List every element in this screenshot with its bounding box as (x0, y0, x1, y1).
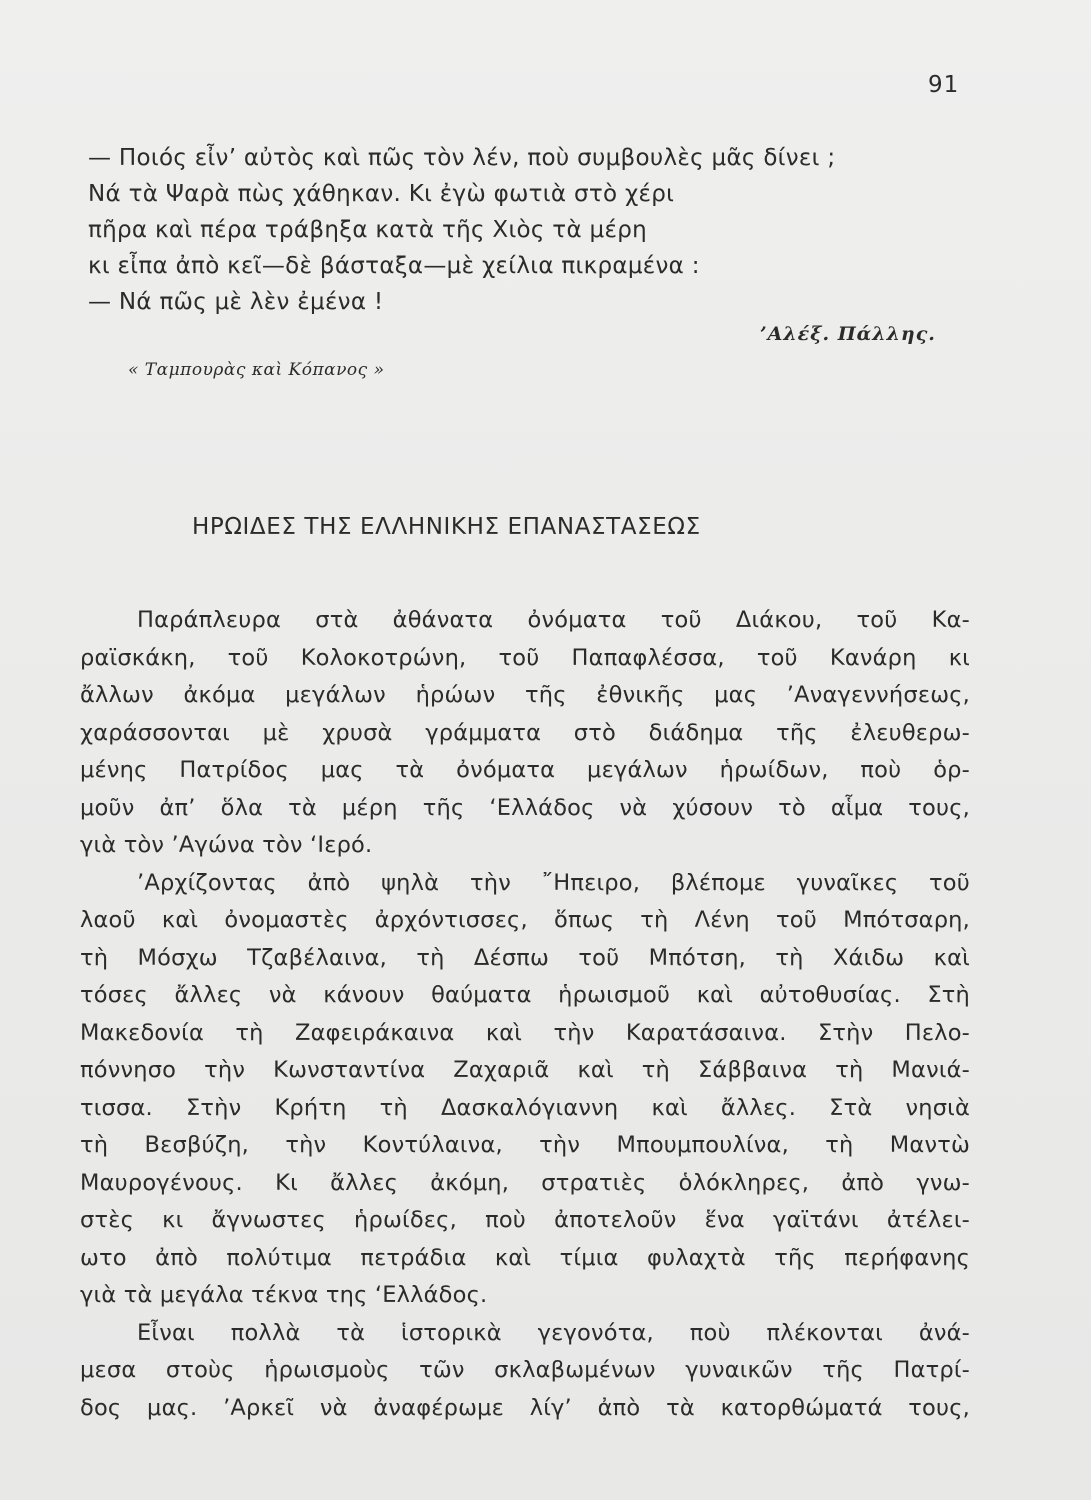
poem-source-title: « Ταμπουρὰς καὶ Κόπανος » (128, 360, 385, 380)
paragraph-line: λαοῦ καὶ ὀνομαστὲς ἀρχόντισσες, ὅπως τὴ Λένη τοῦ Μπότσαρη, (80, 907, 970, 933)
poem-author-signature: ’Αλέξ. Πάλλης. (760, 323, 936, 345)
poem-line: — Ποιός εἶν’ αὐτὸς καὶ πῶς τὸν λέν, ποὺ συμβουλὲς μᾶς δίνει ; (88, 145, 836, 171)
paragraph-line: τὴ Βεσβύζη, τὴν Κοντύλαινα, τὴν Μπουμπουλίνα, τὴ Μαντὼ (80, 1132, 970, 1158)
paragraph-line: μένης Πατρίδος μας τὰ ὀνόματα μεγάλων ἡρωίδων, ποὺ ὁρ- (80, 757, 970, 783)
poem-line: κι εἶπα ἀπὸ κεῖ—δὲ βάσταξα—μὲ χείλια πικραμένα : (88, 253, 700, 279)
paragraph-line: τὴ Μόσχω Τζαβέλαινα, τὴ Δέσπω τοῦ Μπότση, τὴ Χάιδω καὶ (80, 944, 970, 971)
paragraph-line: ωτο ἀπὸ πολύτιμα πετράδια καὶ τίμια φυλαχτὰ τῆς περήφανης (80, 1244, 970, 1271)
section-heading: ΗΡΩΙΔΕΣ ΤΗΣ ΕΛΛΗΝΙΚΗΣ ΕΠΑΝΑΣΤΑΣΕΩΣ (192, 514, 701, 540)
paragraph-line: χαράσσονται μὲ χρυσὰ γράμματα στὸ διάδημα τῆς ἐλευθερω- (80, 719, 970, 746)
paragraph-line: γιὰ τὰ μεγάλα τέκνα της ‘Ελλάδος. (80, 1282, 488, 1308)
paragraph-line: δος μας. ’Αρκεῖ νὰ ἀναφέρωμε λίγ’ ἀπὸ τὰ κατορθώματά τους, (80, 1394, 970, 1421)
paragraph-line: Μακεδονία τὴ Ζαφειράκαινα καὶ τὴν Καρατάσαινα. Στὴν Πελο- (80, 1019, 970, 1046)
poem-line: πῆρα καὶ πέρα τράβηξα κατὰ τῆς Χιὸς τὰ μέρη (88, 217, 647, 243)
article-body (80, 602, 1020, 1427)
paragraph-line: στὲς κι ἄγνωστες ἡρωίδες, ποὺ ἀποτελοῦν ἕνα γαϊτάνι ἀτέλει- (80, 1207, 970, 1233)
poem-line: — Νά πῶς μὲ λὲν ἐμένα ! (88, 289, 384, 315)
paragraph-line: μοῦν ἀπ’ ὅλα τὰ μέρη τῆς ‘Ελλάδος νὰ χύσουν τὸ αἷμα τους, (80, 794, 970, 821)
paragraph-line: Παράπλευρα στὰ ἀθάνατα ὀνόματα τοῦ Διάκου, τοῦ Κα- (137, 607, 970, 633)
poem-line: Νά τὰ Ψαρὰ πὼς χάθηκαν. Κι ἐγὼ φωτιὰ στὸ χέρι (88, 181, 675, 207)
paragraph-line: πόννησο τὴν Κωνσταντίνα Ζαχαριᾶ καὶ τὴ Σάββαινα τὴ Μανιά- (80, 1057, 970, 1083)
paragraph-line: Εἶναι πολλὰ τὰ ἱστορικὰ γεγονότα, ποὺ πλέκονται ἀνά- (137, 1319, 970, 1346)
page-number: 91 (928, 72, 960, 98)
paragraph-line: τόσες ἄλλες νὰ κάνουν θαύματα ἡρωισμοῦ καὶ αὐτοθυσίας. Στὴ (80, 982, 970, 1008)
paragraph-line: τισσα. Στὴν Κρήτη τὴ Δασκαλόγιαννη καὶ ἄλλες. Στὰ νησιὰ (80, 1094, 970, 1121)
paragraph-line: γιὰ τὸν ’Αγώνα τὸν ‘Ιερό. (80, 832, 373, 858)
paragraph-line: μεσα στοὺς ἡρωισμοὺς τῶν σκλαβωμένων γυναικῶν τῆς Πατρί- (80, 1357, 970, 1383)
paragraph-line: Μαυρογένους. Κι ἄλλες ἀκόμη, στρατιὲς ὁλόκληρες, ἀπὸ γνω- (80, 1169, 970, 1196)
paragraph-line: ραϊσκάκη, τοῦ Κολοκοτρώνη, τοῦ Παπαφλέσσα, τοῦ Κανάρη κι (80, 644, 970, 671)
paragraph-line: ἄλλων ἀκόμα μεγάλων ἡρώων τῆς ἐθνικῆς μας ’Αναγεννήσεως, (80, 682, 970, 708)
poem-excerpt (88, 140, 988, 320)
paragraph-line: ’Αρχίζοντας ἀπὸ ψηλὰ τὴν ῎Ηπειρο, βλέπομε γυναῖκες τοῦ (137, 869, 970, 896)
